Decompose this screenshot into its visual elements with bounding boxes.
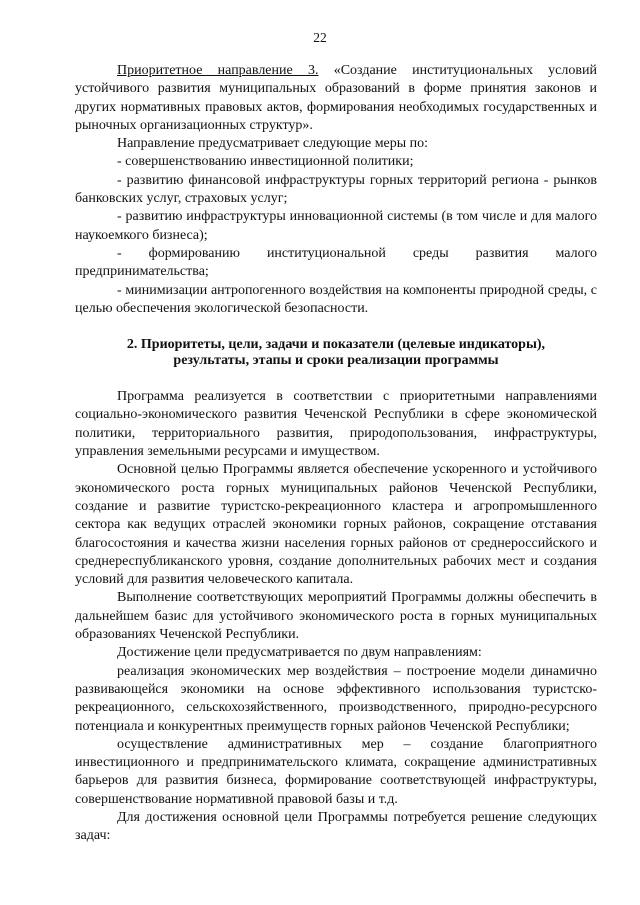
- page-number: 22: [313, 30, 327, 45]
- measure-item: - развитию инфраструктуры инновационной системы (в том числе и для малого наукоемкого бизнеса);: [75, 209, 597, 243]
- body-paragraph: Программа реализуется в соответствии с приоритетными направлениями социально-экономического развития Чеченской Республики в сфере экономической политики, территориального развития, природопользования, инфраструктуры, управления земельными ресурсами и имуществом.: [75, 389, 597, 460]
- body-paragraph: реализация экономических мер воздействия – построение модели динамично развивающейся экономики на основе эффективного использования туристско-рекреационного, сельскохозяйственного, производственного, природно-ресурсного потенциала и конкурентных преимуществ горных районов Чеченской Республики;: [75, 663, 597, 734]
- measure-item: - совершенствованию инвестиционной политики;: [117, 154, 414, 170]
- priority-direction-text: «Создание институциональных условий устойчивого развития муниципальных образований в форме принятия законов и других нормативных правовых актов, формирования необходимых государственных и рыночных организационных структур».: [75, 63, 597, 133]
- page-content: [75, 62, 597, 846]
- body-paragraph: Для достижения основной цели Программы потребуется решение следующих задач:: [75, 809, 597, 844]
- section-heading-subline: результаты, этапы и сроки реализации программы: [173, 352, 499, 368]
- body-paragraph: осуществление административных мер – создание благоприятного инвестиционного и предпринимательского климата, сокращение административных барьеров для развития бизнеса, формирование соответствующей инфраструктуры, совершенствование нормативной правовой базы и т.д.: [75, 736, 597, 807]
- priority-direction-label: Приоритетное направление 3.: [117, 63, 319, 78]
- body-paragraph: Выполнение соответствующих мероприятий Программы должны обеспечить в дальнейшем базис для устойчивого экономического роста в горных муниципальных образованиях Чеченской Республики.: [75, 590, 597, 643]
- measure-item: - развитию финансовой инфраструктуры горных территорий региона - рынков банковских услуг, страховых услуг;: [75, 172, 597, 207]
- priority-direction-paragraph: [75, 62, 597, 135]
- measures-intro: Направление предусматривает следующие меры по:: [117, 136, 429, 152]
- measure-item: - формированию институциональной среды развития малого предпринимательства;: [75, 245, 597, 280]
- measure-item: - минимизации антропогенного воздействия на компоненты природной среды, с целью обеспечения экологической безопасности.: [75, 282, 597, 316]
- body-paragraph: Основной целью Программы является обеспечение ускоренного и устойчивого экономического роста горных муниципальных районов Чеченской Республики, создание и развитие туристско-рекреационного кластера и агропромышленного сектора как ведущих отраслей экономики горных районов, сокращение отставания благосостояния и качества жизни населения горных районов от среднероссийского и среднереспубликанского уровня, создание дополнительных рабочих мест и создания условий для развития человеческого капитала.: [75, 462, 597, 588]
- section-heading: 2. Приоритеты, цели, задачи и показатели (целевые индикаторы),: [126, 337, 546, 353]
- body-paragraph: Достижение цели предусматривается по двум направлениям:: [117, 645, 482, 661]
